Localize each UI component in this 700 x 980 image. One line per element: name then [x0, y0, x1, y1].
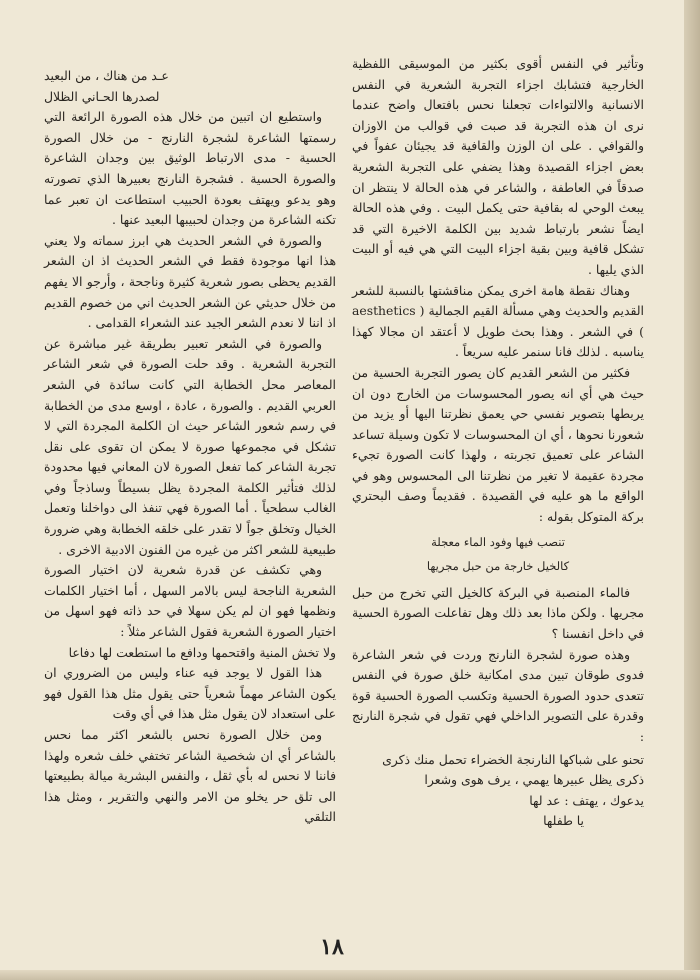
verse-line: عـد من هناك ، من البعيد: [44, 68, 169, 83]
right-column: [352, 54, 644, 838]
paragraph: وهناك نقطة هامة اخرى يمكن مناقشتها بالنسبة للشعر القديم والحديث وهي مسألة القيم الجمالية ( aesthetics ) في الشعر . وهذا بحث طويل لا أعتقد ان مجالا كهذا يناسبه . لذلك فانا سنمر عليه سريعاً .: [352, 282, 644, 360]
page-edge-right: [684, 0, 700, 980]
verse-line: ذكرى يظل عبيرها يهمي ، يرف هوى وشعرا: [424, 772, 644, 788]
paragraph: وهي تكشف عن قدرة شعرية لان اختيار الصورة الشعرية الناجحة ليس بالامر السهل ، أما اختيار الكلمات ونظمها فهو ان لم يكن سهلا في حد ذاته فهو اسهل من اختيار الصورة الشعرية فقول الشاعر مثلاً :: [44, 562, 336, 640]
verse-line: يا طفلها: [543, 813, 584, 829]
paragraph: وتأثير في النفس أقوى بكثير من الموسيقى اللفظية الخارجية فتشابك اجزاء التجربة الشعرية في النفس الانسانية والالتواءات تجعلنا نحس بافتعال واضح عندما نرى ان هذه التجربة قد صبت في قوالب من الاوزان والقوافي . على ان الوزن والقافية قد يجيئان عفواً في بعض اجزاء القصيدة وهذا يضفي على التجربة الشعرية صدقاً في العاطفة ، والشاعر في هذه الحالة لا ينتظر ان يبعث الوحي له بقافية حتى يكمل البيت . وفي هذه الحالة ايضاً نشعر بارتباط شديد بين الكلمة الاخيرة التي قد تشكل قافية وبين بقية اجزاء البيت التي هي فيه أو البيت الذي يليها .: [352, 56, 644, 277]
verse-block: [352, 532, 644, 577]
verse-line: تنصب فيها وفود الماء معجلة: [431, 534, 565, 549]
verse-line: ولا تخش المنية واقتحمها ودافع ما استطعت لها دفاعا: [68, 644, 336, 660]
verse-line: تحنو على شباكها النارنجة الخضراء تحمل منك ذكرى: [382, 751, 644, 767]
verse-line: كالخيل خارجة من حبل مجريها: [426, 559, 570, 574]
paragraph: فكثير من الشعر القديم كان يصور التجربة الحسية من حيث هي أي انه يصور المحسوسات من الخارج دون ان يربطها بتصوير نفسي حي يعمق نظرتنا اليها أو يزيد من شعورنا نحوها ، أي ان المحسوسات لا تكون وسيلة تساعد الشاعر على تعميق تجربته ، ولهذا كانت الصورة تجيء مجردة عقيمة لا تغير من نظرتنا الى المحسوس وهو في الواقع ما هو عليه في القصيدة . فقديماً وصف البحتري بركة المتوكل بقوله :: [352, 364, 644, 525]
left-column: [44, 66, 336, 828]
paragraph: وهذه صورة لشجرة النارنج وردت في شعر الشاعرة فدوى طوقان تبين مدى امكانية خلق صورة في النفس تتعدى حدود الصورة الحسية وتكسب الصورة الحسية قوة وقدرة على التصوير الداخلي فهي تقول في شجرة النارنج :: [352, 646, 644, 744]
paragraph: هذا القول لا يوجد فيه عناء وليس من الضروري ان يكون الشاعر مهماً شعرياً حتى يقول مثل هذا القول فهو على استعداد لان يقول مثل هذا في أي وقت: [44, 665, 336, 722]
paragraph: ومن خلال الصورة نحس بالشعر اكثر مما نحس بالشاعر أي ان شخصية الشاعر تختفي خلف شعره ولهذا فاننا لا نحس له بأي ثقل ، والنفس البشرية ميالة بطبيعتها الى تلق حر يخلو من الامر والنهي والتقرير ، ومثل هذا التلقي: [44, 727, 336, 825]
paragraph: والصورة في الشعر تعبير بطريقة غير مباشرة عن التجربة الشعرية . وقد حلت الصورة في شعر الشاعر المعاصر محل الخطابة التي كانت سائدة في الشعر العربي القديم . والصورة ، عادة ، اوسع مدى من الخطابة في رسم شعور الشاعر حيث ان الكلمة المجردة التي لا تشكل في مجموعها صورة لا يمكن ان تقوى على نقل تجربة الشاعر كما تفعل الصورة لان المعاني فيها محدودة لذلك فتأثير الكلمة المجردة يظل بسيطاً وساذجاً وفي الغالب سطحياً . أما الصورة فهي تنفذ الى دواخلنا وتعمل الخيال وتخلق جواً لا تقدر على خلقه الخطابة وهي ضرورة طبيعية للشعر اكثر من غيره من الفنون الادبية الاخرى .: [44, 335, 336, 557]
verse-line: يدعوك ، يهتف : عد لها: [529, 792, 644, 808]
page-number: ١٨: [320, 934, 344, 960]
paragraph: والصورة في الشعر الحديث هي ابرز سماته ولا يعني هذا انها موجودة فقط في الشعر الحديث اذ ان الشعر القديم يحظى بصور شعرية كثيرة وناجحة ، وأرجو الا يفهم من خلال حديثي عن الشعر الحديث اني من خصوم القديم اذ اننا لا نعدم الشعر الجيد عند الشعراء القدامى .: [44, 232, 336, 331]
paragraph: واستطيع ان اتبين من خلال هذه الصورة الرائعة التي رسمتها الشاعرة لشجرة النارنج - من خلال الصورة الحسية - مدى الارتباط الوثيق بين وجدان الشاعرة والصورة الحسية . فشجرة النارنج بعبيرها الذي تصورته وهو يدعو ويهتف بعودة الحبيب استطاعت ان تعبر عما تكنه الشاعرة من وجدان لحبيبها البعيد عنها .: [44, 109, 336, 228]
verse-block: [352, 750, 644, 832]
page-edge-bottom: [0, 970, 700, 980]
paragraph: فالماء المنصبة في البركة كالخيل التي تخرج من حبل مجريها . ولكن ماذا بعد ذلك وهل تفاعلت الصورة الحسية في داخل انفسنا ؟: [352, 584, 644, 642]
verse-line: لصدرها الحـاني الظلال: [44, 88, 160, 104]
